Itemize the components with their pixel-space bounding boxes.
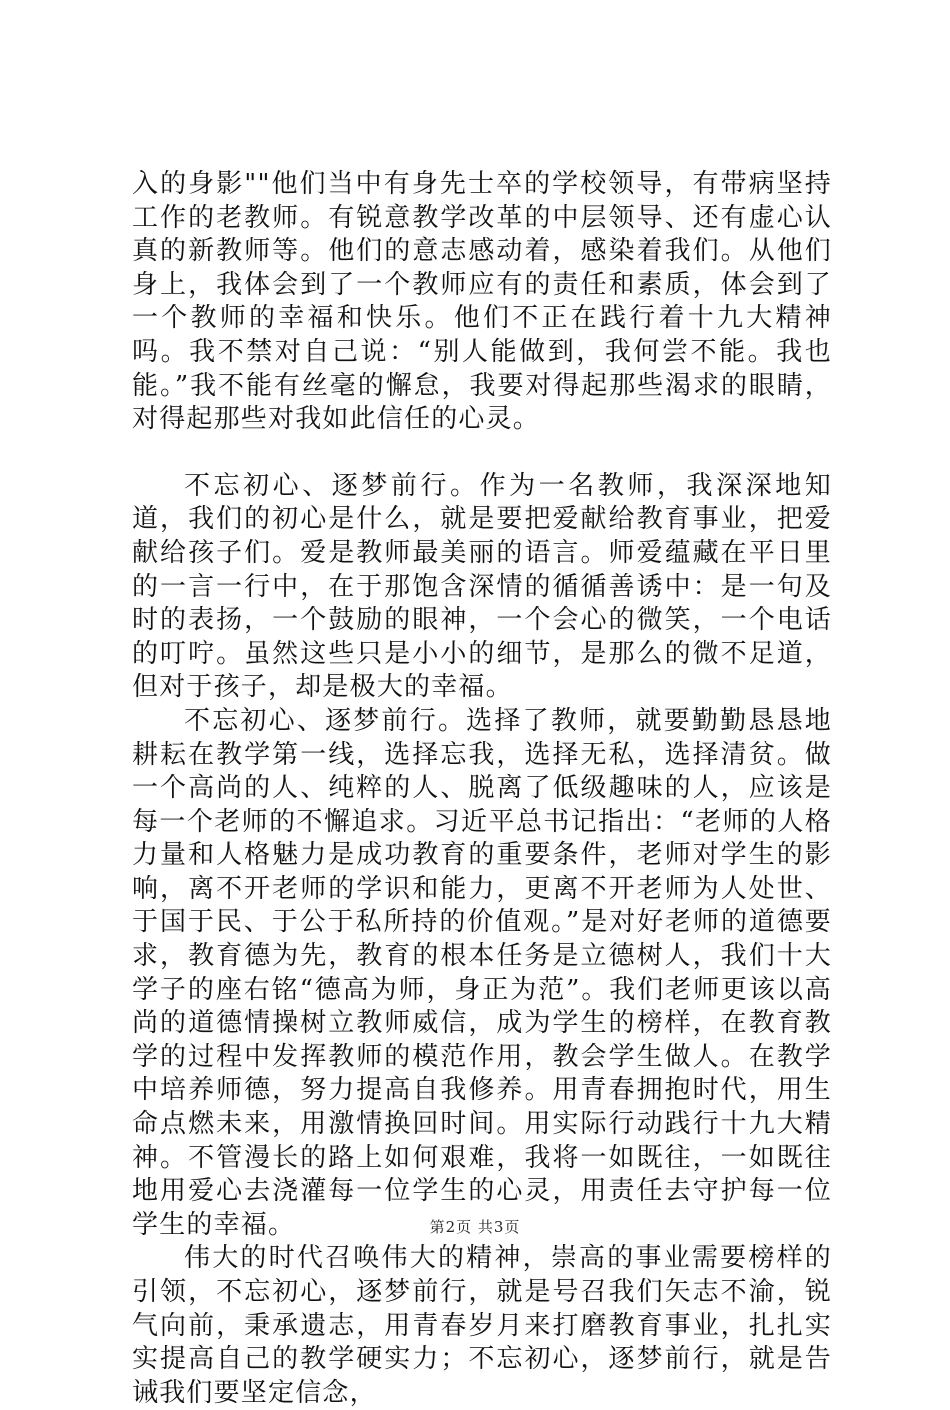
page-number-footer: 第2页 共3页: [429, 1218, 521, 1236]
paragraph-great-era: 伟大的时代召唤伟大的精神，崇高的事业需要榜样的引领，不忘初心，逐梦前行，就是号召我们矢志不渝，锐气向前，秉承遗志，用青春岁月来打磨教育事业，扎扎实实提高自己的教学硬实力；不忘初心，逐梦前行，就是告诫我们要坚定信念，: [132, 1243, 832, 1408]
paragraph-choose-teacher: 不忘初心、逐梦前行。选择了教师，就要勤勤恳恳地耕耘在教学第一线，选择忘我，选择无私，选择清贫。做一个高尚的人、纯粹的人、脱离了低级趣味的人，应该是每一个老师的不懈追求。习近平总书记指出：“老师的人格力量和人格魅力是成功教育的重要条件，老师对学生的影响，离不开老师的学识和能力，更离不开老师为人处世、于国于民、于公于私所持的价值观。”是对好老师的道德要求，教育德为先，教育的根本任务是立德树人，我们十大学子的座右铭“德高为师，身正为范”。我们老师更该以高尚的道德情操树立教师威信，成为学生的榜样，在教育教学的过程中发挥教师的模范作用，教会学生做人。在教学中培养师德，努力提高自我修养。用青春拥抱时代，用生命点燃未来，用激情换回时间。用实际行动践行十九大精神。不管漫长的路上如何艰难，我将一如既往，一如既往地用爱心去浇灌每一位学生的心灵，用责任去守护每一位学生的幸福。: [132, 705, 832, 1240]
paragraph-continued: 入的身影""他们当中有身先士卒的学校领导，有带病坚持工作的老教师。有锐意教学改革的中层领导、还有虚心认真的新教师等。他们的意志感动着，感染着我们。从他们身上，我体会到了一个教师应有的责任和素质，体会到了一个教师的幸福和快乐。他们不正在践行着十九大精神吗。我不禁对自己说：“别人能做到，我何尝不能。我也能。”我不能有丝毫的懈怠，我要对得起那些渴求的眼睛，对得起那些对我如此信任的心灵。: [132, 169, 832, 435]
paragraph-gap: [132, 437, 832, 470]
paragraph-initial-heart: 不忘初心、逐梦前行。作为一名教师，我深深地知道，我们的初心是什么，就是要把爱献给教育事业，把爱献给孩子们。爱是教师最美丽的语言。师爱蕴藏在平日里的一言一行中，在于那饱含深情的循循善诱中：是一句及时的表扬，一个鼓励的眼神，一个会心的微笑，一个电话的叮咛。虽然这些只是小小的细节，是那么的微不足道，但对于孩子，却是极大的幸福。: [132, 470, 832, 703]
